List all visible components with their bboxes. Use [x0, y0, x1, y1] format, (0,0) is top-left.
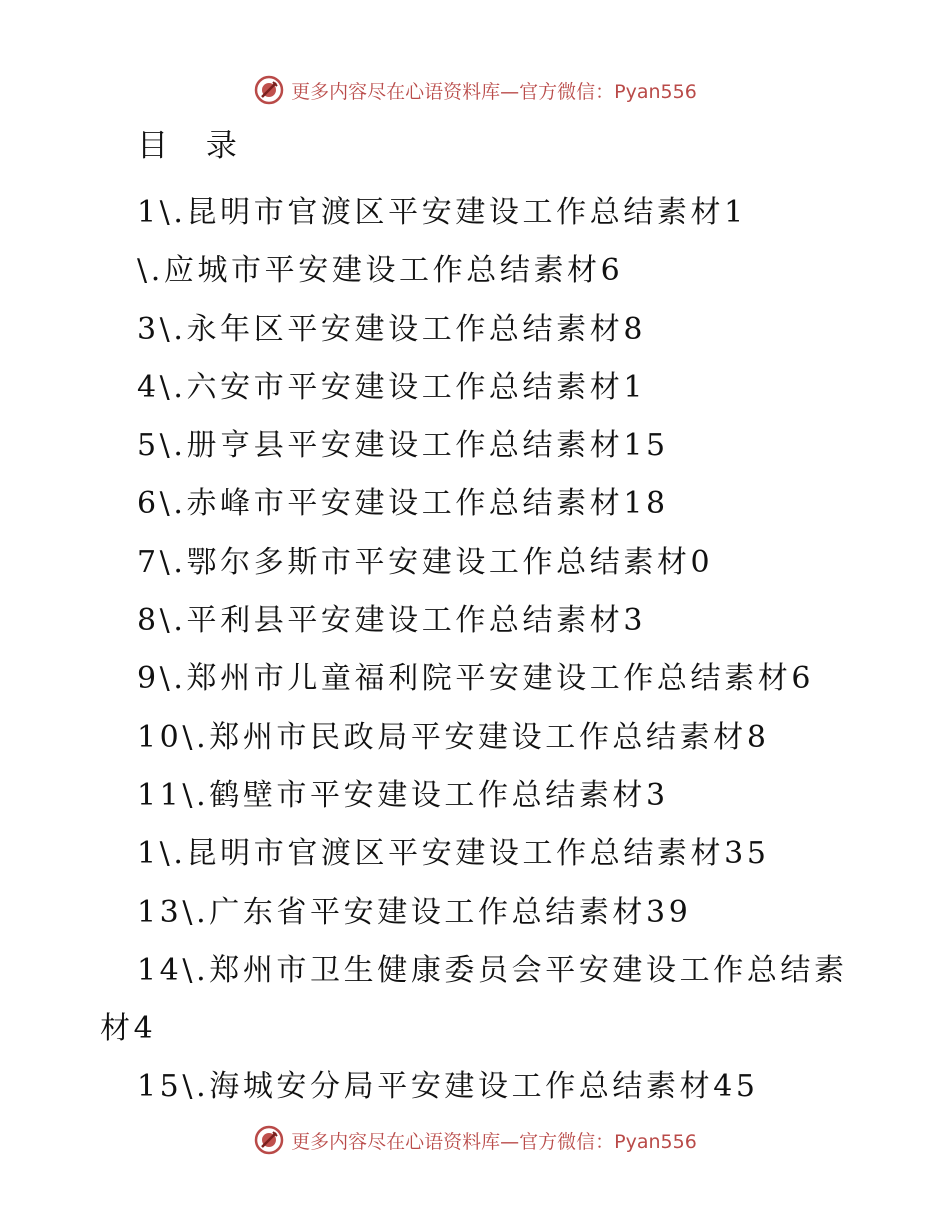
toc-entry: 5\.册亨县平安建设工作总结素材15: [137, 428, 669, 464]
toc-entry: 6\.赤峰市平安建设工作总结素材18: [137, 486, 669, 522]
pen-circle-logo-icon: [253, 74, 285, 106]
watermark-footer: [0, 1122, 950, 1158]
toc-entry: 7\.鄂尔多斯市平安建设工作总结素材0: [137, 544, 714, 580]
toc-entry: 10\.郑州市民政局平安建设工作总结素材8: [137, 719, 770, 755]
toc-entry: \.应城市平安建设工作总结素材6: [137, 253, 624, 289]
table-of-contents: [100, 184, 860, 1117]
toc-entry: 1\.昆明市官渡区平安建设工作总结素材35: [137, 836, 770, 872]
toc-entry: 15\.海城安分局平安建设工作总结素材45: [137, 1069, 759, 1105]
toc-entry: 8\.平利县平安建设工作总结素材3: [137, 603, 647, 639]
toc-entry: 11\.鹤壁市平安建设工作总结素材3: [137, 777, 669, 813]
watermark-text: 更多内容尽在心语资料库—官方微信：Pyan556: [291, 1130, 697, 1153]
watermark-text: 更多内容尽在心语资料库—官方微信：Pyan556: [291, 80, 697, 103]
toc-entry: 14\.郑州市卫生健康委员会平安建设工作总结素材4: [100, 952, 848, 1047]
pen-circle-logo-icon: [253, 1124, 285, 1156]
page-title: 目 录: [137, 128, 251, 164]
toc-entry: 4\.六安市平安建设工作总结素材1: [137, 369, 647, 405]
toc-entry: 13\.广东省平安建设工作总结素材39: [137, 894, 692, 930]
toc-entry: 3\.永年区平安建设工作总结素材8: [137, 311, 647, 347]
toc-entry: 1\.昆明市官渡区平安建设工作总结素材1: [137, 195, 747, 230]
watermark-header: [0, 72, 950, 108]
toc-entry: 9\.郑州市儿童福利院平安建设工作总结素材6: [137, 661, 815, 697]
